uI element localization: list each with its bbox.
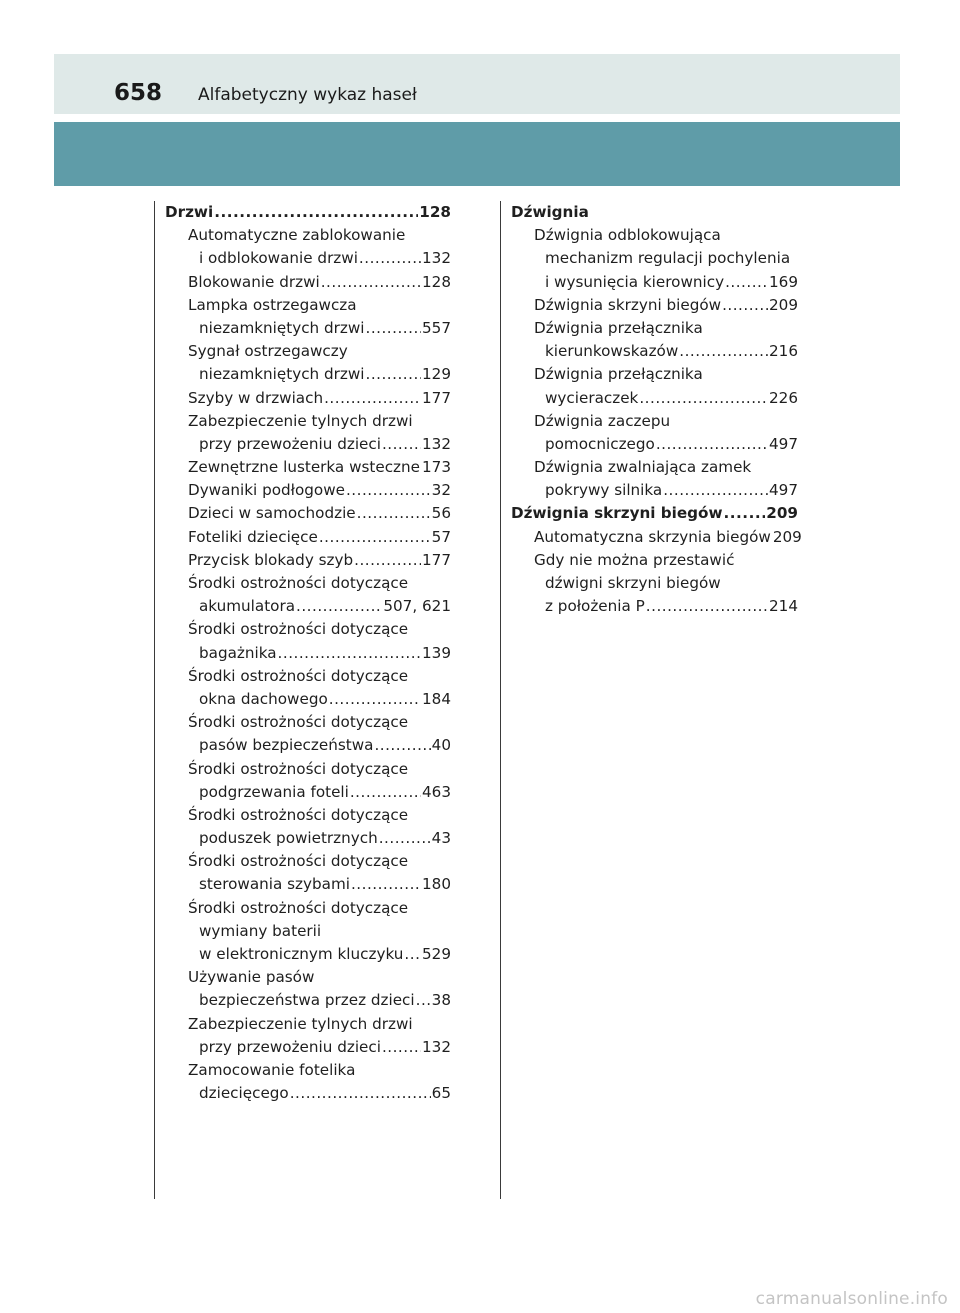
index-entry: [165, 688, 451, 711]
index-entry: [511, 479, 798, 502]
entry-text: Sygnał ostrzegawczy: [188, 342, 348, 361]
entry-page-number: 139: [422, 643, 451, 662]
index-entry: [165, 758, 451, 781]
index-entry: [511, 387, 798, 410]
entry-text: Środki ostrożności dotyczące: [188, 666, 409, 685]
index-entry: [165, 873, 451, 896]
dot-leader: [354, 549, 421, 572]
entry-text: Środki ostrożności dotyczące: [188, 898, 409, 917]
index-column-left: [165, 201, 451, 1105]
index-entry: [165, 618, 451, 641]
index-entry: [165, 1082, 451, 1105]
dot-leader: [329, 688, 421, 711]
entry-page-number: 177: [422, 550, 451, 569]
entry-text: niezamkniętych drzwi: [199, 318, 365, 337]
left-column-rule: [154, 201, 155, 1199]
entry-text: Blokowanie drzwi: [188, 272, 320, 291]
dot-leader: [359, 247, 421, 270]
index-entry: [165, 294, 451, 317]
entry-text: Dźwignia przełącznika: [534, 318, 703, 337]
entry-text: poduszek powietrznych: [199, 829, 378, 848]
entry-text: Środki ostrożności dotyczące: [188, 852, 409, 871]
index-entry: [511, 410, 798, 433]
entry-text: kierunkowskazów: [545, 342, 679, 361]
index-entry: [165, 804, 451, 827]
watermark: carmanualsonline.info: [755, 1289, 948, 1309]
index-entry: [511, 572, 798, 595]
index-entry: [511, 595, 798, 618]
index-entry: [165, 897, 451, 920]
dot-leader: [379, 827, 431, 850]
dot-leader: [324, 387, 421, 410]
index-entry: [511, 247, 798, 270]
dot-leader: [382, 433, 421, 456]
entry-text: Zewnętrzne lusterka wsteczne: [188, 458, 420, 477]
right-column-rule: [500, 201, 501, 1199]
index-entry: [511, 317, 798, 340]
entry-text: pasów bezpieczeństwa: [199, 736, 374, 755]
entry-text: dziecięcego: [199, 1084, 289, 1103]
index-entry: [165, 1059, 451, 1082]
entry-text: Foteliki dziecięce: [188, 527, 318, 546]
index-entry: [165, 363, 451, 386]
entry-text: Środki ostrożności dotyczące: [188, 759, 409, 778]
entry-text: Dzieci w samochodzie: [188, 504, 356, 523]
entry-text: Dźwignia zaczepu: [534, 411, 671, 430]
entry-text: Zabezpieczenie tylnych drzwi: [188, 1014, 413, 1033]
entry-page-number: 132: [422, 434, 451, 453]
entry-text: mechanizm regulacji pochylenia: [545, 249, 791, 268]
dot-leader: [321, 271, 421, 294]
entry-page-number: 180: [422, 875, 451, 894]
dot-leader: [350, 781, 421, 804]
entry-text: i odblokowanie drzwi: [199, 249, 358, 268]
dot-leader: [382, 1036, 421, 1059]
entry-page-number: 57: [431, 527, 451, 546]
entry-page-number: 40: [431, 736, 451, 755]
index-entry: [165, 989, 451, 1012]
dot-leader: [357, 502, 431, 525]
index-entry: [511, 456, 798, 479]
index-entry: [511, 526, 802, 549]
entry-text: Środki ostrożności dotyczące: [188, 574, 409, 592]
entry-page-number: 226: [769, 388, 798, 407]
entry-text: pokrywy silnika: [545, 481, 663, 500]
index-entry: [165, 479, 451, 502]
entry-text: wycieraczek: [545, 388, 639, 407]
entry-page-number: 129: [422, 365, 451, 384]
dot-leader: [346, 479, 431, 502]
entry-page-number: 38: [431, 991, 451, 1010]
entry-text: dźwigni skrzyni biegów: [545, 574, 721, 592]
entry-text: akumulatora: [199, 597, 296, 616]
entry-text: sterowania szybami: [199, 875, 350, 894]
index-entry: [511, 271, 798, 294]
dot-leader: [725, 271, 768, 294]
entry-text: Przycisk blokady szyb: [188, 550, 354, 569]
entry-text: w elektronicznym kluczyku: [199, 945, 404, 963]
entry-text: przy przewożeniu dzieci: [199, 1037, 381, 1056]
entry-page-number: 463: [422, 782, 451, 801]
header-title: Alfabetyczny wykaz haseł: [198, 85, 417, 105]
index-entry: [165, 850, 451, 873]
index-entry: [511, 340, 798, 363]
entry-text: Automatyczna skrzynia biegów: [534, 527, 771, 546]
index-entry: [165, 1036, 451, 1059]
entry-text: Zabezpieczenie tylnych drzwi: [188, 411, 413, 430]
entry-text: niezamkniętych drzwi: [199, 365, 365, 384]
entry-page-number: 507, 621: [383, 597, 451, 616]
index-entry: [165, 456, 451, 479]
page-number: 658: [114, 80, 163, 106]
index-entry: [165, 572, 451, 595]
entry-text: Drzwi: [165, 203, 214, 221]
entry-page-number: 184: [422, 689, 451, 708]
index-entry: [165, 387, 451, 410]
dot-leader: [639, 387, 768, 410]
section-band: [54, 122, 900, 186]
entry-page-number: 43: [431, 829, 451, 848]
entry-page-number: 169: [769, 272, 798, 291]
index-entry: [165, 943, 451, 966]
entry-page-number: 216: [769, 342, 798, 361]
dot-leader: [724, 502, 766, 525]
entry-text: Dźwignia zwalniająca zamek: [534, 458, 752, 477]
index-entry: [165, 410, 451, 433]
index-entry: [165, 549, 451, 572]
entry-page-number: 132: [422, 1037, 451, 1056]
entry-text: i wysunięcia kierownicy: [545, 272, 725, 291]
index-entry: [165, 665, 451, 688]
dot-leader: [404, 943, 421, 966]
entry-text: Dźwignia skrzyni biegów: [534, 295, 722, 314]
entry-page-number: 128: [422, 272, 451, 291]
index-entry: [165, 966, 451, 989]
dot-leader: [278, 642, 421, 665]
index-entry: [511, 549, 798, 572]
index-entry: [511, 294, 798, 317]
entry-page-number: 214: [769, 597, 798, 616]
entry-text: bagażnika: [199, 643, 277, 662]
index-entry: [165, 340, 451, 363]
entry-page-number: 209: [772, 527, 802, 546]
entry-page-number: 497: [769, 481, 798, 500]
entry-text: Dywaniki podłogowe: [188, 481, 345, 500]
entry-page-number: 529: [422, 945, 451, 963]
dot-leader: [646, 595, 768, 618]
entry-text: Lampka ostrzegawcza: [188, 295, 357, 314]
entry-text: Dźwignia odblokowująca: [534, 226, 721, 245]
index-entry: [165, 201, 451, 224]
entry-text: okna dachowego: [199, 689, 328, 708]
index-entry: [165, 711, 451, 734]
index-entry: [165, 526, 451, 549]
entry-text: z położenia P: [545, 597, 645, 616]
entry-text: Środki ostrożności dotyczące: [188, 620, 409, 639]
entry-text: wymiany baterii: [199, 921, 322, 940]
entry-page-number: 557: [422, 318, 451, 337]
entry-page-number: 177: [422, 388, 451, 407]
entry-text: bezpieczeństwa przez dzieci: [199, 991, 415, 1010]
index-entry: [511, 201, 798, 224]
index-entry: [165, 734, 451, 757]
entry-text: Szyby w drzwiach: [188, 388, 324, 407]
entry-text: Środki ostrożności dotyczące: [188, 713, 409, 732]
index-entry: [165, 1013, 451, 1036]
entry-text: podgrzewania foteli: [199, 782, 349, 801]
entry-text: Dźwignia skrzyni biegów: [511, 504, 723, 523]
entry-page-number: 56: [431, 504, 451, 523]
entry-text: Dźwignia: [511, 203, 589, 221]
dot-leader: [296, 595, 382, 618]
entry-text: Dźwignia przełącznika: [534, 365, 703, 384]
header-bar: [54, 54, 900, 114]
dot-leader: [656, 433, 768, 456]
index-entry: [165, 502, 451, 525]
entry-page-number: 32: [431, 481, 451, 500]
entry-page-number: 497: [769, 434, 798, 453]
dot-leader: [366, 363, 422, 386]
entry-text: Środki ostrożności dotyczące: [188, 805, 409, 824]
dot-leader: [351, 873, 421, 896]
index-entry: [165, 827, 451, 850]
index-entry: [165, 595, 451, 618]
entry-text: pomocniczego: [545, 434, 655, 453]
entry-page-number: 173: [422, 458, 451, 477]
entry-page-number: 132: [422, 249, 451, 268]
entry-text: Zamocowanie fotelika: [188, 1060, 356, 1079]
entry-text: Używanie pasów: [188, 968, 315, 987]
index-entry: [165, 271, 451, 294]
dot-leader: [290, 1082, 431, 1105]
dot-leader: [319, 526, 431, 549]
entry-text: Automatyczne zablokowanie: [188, 226, 406, 245]
entry-page-number: 65: [431, 1084, 451, 1103]
dot-leader: [374, 734, 430, 757]
dot-leader: [416, 989, 431, 1012]
index-entry: [511, 433, 798, 456]
dot-leader: [366, 317, 422, 340]
index-entry: [165, 433, 451, 456]
dot-leader: [722, 294, 768, 317]
entry-text: Gdy nie można przestawić: [534, 550, 735, 569]
index-entry: [511, 224, 798, 247]
entry-text: przy przewożeniu dzieci: [199, 434, 381, 453]
index-entry: [165, 642, 451, 665]
index-entry: [511, 363, 798, 386]
index-column-right: [511, 201, 802, 618]
index-entry: [165, 317, 451, 340]
index-entry: [165, 224, 451, 247]
dot-leader: [663, 479, 768, 502]
index-entry: [165, 781, 451, 804]
dot-leader: [679, 340, 768, 363]
index-entry: [511, 502, 798, 525]
entry-page-number: 209: [766, 504, 798, 523]
entry-page-number: 209: [769, 295, 798, 314]
index-entry: [165, 247, 451, 270]
index-entry: [165, 920, 451, 943]
dot-leader: [214, 201, 418, 224]
entry-page-number: 128: [419, 203, 451, 221]
